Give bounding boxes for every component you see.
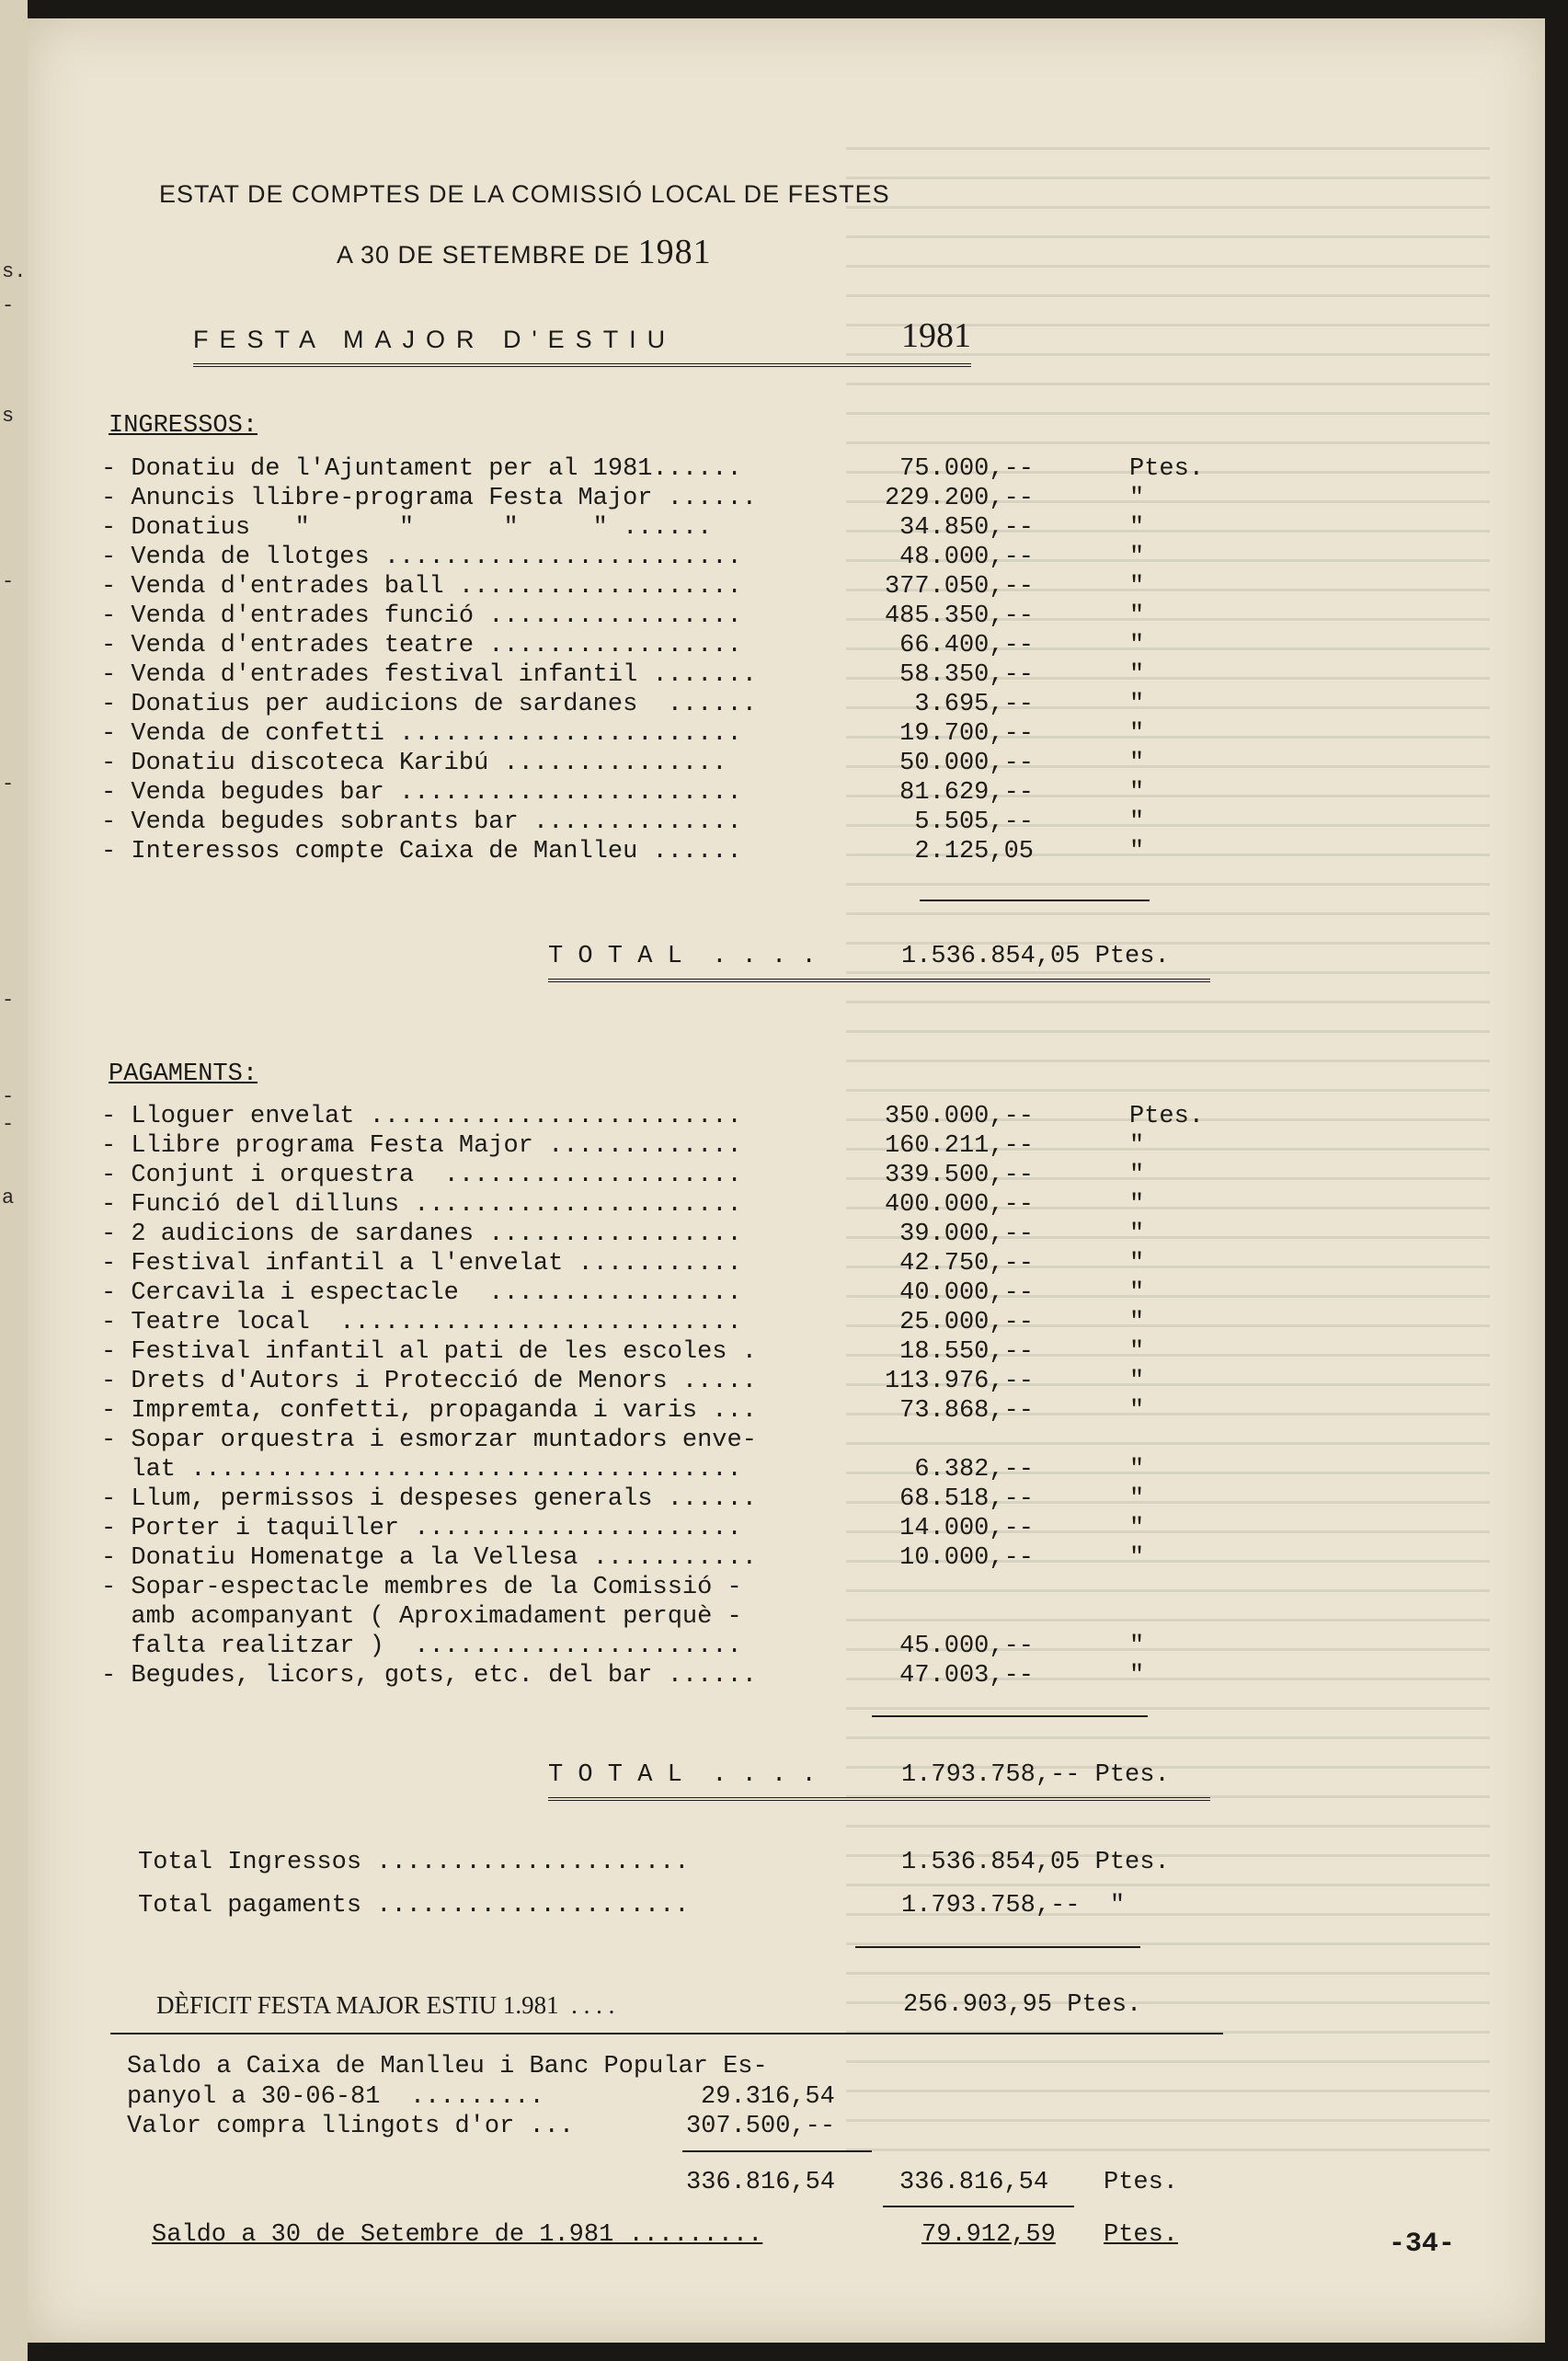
line-item-description: - Llibre programa Festa Major ............. xyxy=(101,1132,742,1160)
line-item xyxy=(101,1514,1251,1543)
line-item-amount: 3.695,-- xyxy=(914,691,1034,718)
line-item-unit: Ptes. xyxy=(1129,455,1205,483)
document-title: ESTAT DE COMPTES DE LA COMISSIÓ LOCAL DE FESTES xyxy=(159,180,890,208)
ingressos-total-label: T O T A L . . . . xyxy=(548,943,817,970)
line-item-description: - Drets d'Autors i Protecció de Menors ..... xyxy=(101,1368,757,1395)
line-item xyxy=(101,543,1251,572)
line-item-description: - Conjunt i orquestra .................... xyxy=(101,1162,742,1189)
line-item xyxy=(101,1308,1251,1337)
margin-mark: - xyxy=(2,1113,15,1136)
line-item-description: - Venda d'entrades funció ................. xyxy=(101,602,742,630)
line-item xyxy=(101,572,1251,602)
line-item xyxy=(101,631,1251,660)
line-item-description: - Donatiu Homenatge a la Vellesa ........... xyxy=(101,1544,757,1572)
line-item-description: - Llum, permissos i despeses generals ...... xyxy=(101,1485,757,1513)
line-item-description: - Donatiu discoteca Karibú ............... xyxy=(101,750,727,777)
line-item-unit: Ptes. xyxy=(1129,1103,1205,1130)
saldo-line2-label: panyol a 30-06-81 ......... xyxy=(127,2083,544,2111)
line-item-amount: 400.000,-- xyxy=(884,1191,1034,1219)
line-item-amount: 485.350,-- xyxy=(884,602,1034,630)
line-item-description: falta realitzar ) ...................... xyxy=(101,1633,742,1660)
line-item-description: - Porter i taquiller ...................... xyxy=(101,1515,742,1542)
saldo-line3-amount: 307.500,-- xyxy=(686,2113,836,2140)
festa-heading xyxy=(193,316,971,367)
line-item-description: - Donatius per audicions de sardanes ...... xyxy=(101,691,757,718)
line-item-amount: 42.750,-- xyxy=(899,1250,1034,1278)
line-item-amount: 75.000,-- xyxy=(899,455,1034,483)
saldo-sum-unit: Ptes. xyxy=(1104,2169,1179,2196)
deficit-label: DÈFICIT FESTA MAJOR ESTIU 1.981 . . . . xyxy=(156,1991,615,2019)
line-item-amount: 48.000,-- xyxy=(899,544,1034,571)
ingressos-label: INGRESSOS: xyxy=(109,412,258,440)
document-page xyxy=(28,18,1545,2343)
pagaments-total-label: T O T A L . . . . xyxy=(548,1761,817,1789)
line-item-description: - Venda d'entrades ball ................... xyxy=(101,573,742,601)
line-item-unit: " xyxy=(1129,1132,1145,1160)
line-item-unit: " xyxy=(1129,1456,1145,1484)
line-item-unit: " xyxy=(1129,1338,1145,1366)
line-item-description: - Venda de confetti ....................... xyxy=(101,720,742,748)
line-item-amount: 25.000,-- xyxy=(899,1309,1034,1336)
line-item xyxy=(101,690,1251,719)
line-item-description: - Cercavila i espectacle ................. xyxy=(101,1279,742,1307)
saldo-sum-rule xyxy=(682,2150,872,2152)
line-item xyxy=(101,778,1251,808)
line-item-unit: " xyxy=(1129,1191,1145,1219)
line-item-unit: " xyxy=(1129,1162,1145,1189)
line-item-unit: " xyxy=(1129,1279,1145,1307)
margin-mark: - xyxy=(2,570,15,593)
saldo-sum-left: 336.816,54 xyxy=(686,2169,836,2196)
line-item-unit: " xyxy=(1129,602,1145,630)
document-date xyxy=(337,232,712,272)
line-item xyxy=(101,1455,1251,1484)
line-item xyxy=(101,602,1251,631)
line-item xyxy=(101,1131,1251,1161)
line-item-amount: 14.000,-- xyxy=(899,1515,1034,1542)
line-item-amount: 45.000,-- xyxy=(899,1633,1034,1660)
line-item xyxy=(101,719,1251,749)
line-item-amount: 66.400,-- xyxy=(899,632,1034,659)
line-item-amount: 34.850,-- xyxy=(899,514,1034,542)
saldo-line1: Saldo a Caixa de Manlleu i Banc Popular Es- xyxy=(127,2053,768,2080)
pagaments-total-rule xyxy=(548,1797,1210,1801)
line-item-description: - Funció del dilluns ...................... xyxy=(101,1191,742,1219)
line-item-unit: " xyxy=(1129,808,1145,836)
line-item-amount: 113.976,-- xyxy=(884,1368,1034,1395)
line-item xyxy=(101,1396,1251,1426)
line-item-amount: 160.211,-- xyxy=(884,1132,1034,1160)
margin-mark: s xyxy=(2,405,15,428)
line-item-amount: 377.050,-- xyxy=(884,573,1034,601)
line-item xyxy=(101,484,1251,513)
line-item-unit: " xyxy=(1129,1662,1145,1690)
line-item-description: - Donatius " " " " ...... xyxy=(101,514,713,542)
line-item xyxy=(101,660,1251,690)
margin-mark: - xyxy=(2,294,15,317)
line-item-description: - Interessos compte Caixa de Manlleu ...... xyxy=(101,838,742,865)
saldo-final-rule xyxy=(883,2206,1074,2207)
date-prefix: A 30 DE SETEMBRE DE xyxy=(337,241,631,269)
line-item xyxy=(101,1337,1251,1367)
line-item-unit: " xyxy=(1129,1221,1145,1248)
line-item xyxy=(101,1161,1251,1190)
line-item-unit: " xyxy=(1129,573,1145,601)
saldo-final-amount: 79.912,59 xyxy=(921,2221,1056,2249)
line-item-description: - Venda begudes sobrants bar .............. xyxy=(101,808,742,836)
festa-title: FESTA MAJOR D'ESTIU xyxy=(193,326,677,353)
line-item xyxy=(101,1543,1251,1573)
line-item-amount: 350.000,-- xyxy=(884,1103,1034,1130)
line-item-description: - Festival infantil a l'envelat ........... xyxy=(101,1250,742,1278)
margin-mark: - xyxy=(2,773,15,796)
line-item-unit: " xyxy=(1129,544,1145,571)
margin-mark: - xyxy=(2,1085,15,1108)
line-item-description: - Begudes, licors, gots, etc. del bar ...... xyxy=(101,1662,757,1690)
line-item-amount: 68.518,-- xyxy=(899,1485,1034,1513)
saldo-sum-right: 336.816,54 xyxy=(899,2169,1049,2196)
line-item-amount: 2.125,05 xyxy=(914,838,1034,865)
line-item-unit: " xyxy=(1129,1633,1145,1660)
festa-year: 1981 xyxy=(901,316,971,355)
line-item-description: - Venda d'entrades festival infantil ....... xyxy=(101,661,757,689)
line-item xyxy=(101,1484,1251,1514)
line-item-description: - Teatre local ........................... xyxy=(101,1309,742,1336)
line-item-unit: " xyxy=(1129,838,1145,865)
line-item-description: - Venda de llotges ........................ xyxy=(101,544,742,571)
page-number: -34- xyxy=(1389,2229,1456,2260)
line-item xyxy=(101,1632,1251,1661)
line-item xyxy=(101,1220,1251,1249)
deficit-rule xyxy=(110,2033,1223,2034)
summary-rule xyxy=(855,1946,1140,1948)
line-item xyxy=(101,1602,1251,1632)
line-item-amount: 73.868,-- xyxy=(899,1397,1034,1425)
line-item-amount: 47.003,-- xyxy=(899,1662,1034,1690)
margin-mark: a xyxy=(2,1186,15,1209)
total-pagaments-amount: 1.793.758,-- " xyxy=(901,1892,1126,1920)
line-item xyxy=(101,1278,1251,1308)
deficit-amount: 256.903,95 Ptes. xyxy=(903,1991,1142,2019)
line-item-description: amb acompanyant ( Aproximadament perquè - xyxy=(101,1603,742,1631)
line-item xyxy=(101,454,1251,484)
line-item-amount: 339.500,-- xyxy=(884,1162,1034,1189)
total-pagaments-label: Total pagaments ..................... xyxy=(138,1892,690,1920)
line-item xyxy=(101,1102,1251,1131)
line-item-unit: " xyxy=(1129,632,1145,659)
line-item-unit: " xyxy=(1129,1544,1145,1572)
line-item-description: - Festival infantil al pati de les escoles . xyxy=(101,1338,757,1366)
line-item-description: - Sopar-espectacle membres de la Comissió - xyxy=(101,1574,742,1601)
line-item-description: - 2 audicions de sardanes ................. xyxy=(101,1221,742,1248)
line-item-description: - Impremta, confetti, propaganda i varis ... xyxy=(101,1397,757,1425)
line-item-amount: 229.200,-- xyxy=(884,485,1034,512)
line-item-unit: " xyxy=(1129,750,1145,777)
line-item-amount: 18.550,-- xyxy=(899,1338,1034,1366)
line-item-description: - Sopar orquestra i esmorzar muntadors enve- xyxy=(101,1427,757,1454)
line-item-unit: " xyxy=(1129,691,1145,718)
line-item-unit: " xyxy=(1129,779,1145,807)
line-item xyxy=(101,1426,1251,1455)
saldo-line2-amount: 29.316,54 xyxy=(701,2083,835,2111)
line-item xyxy=(101,1249,1251,1278)
line-item-description: - Anuncis llibre-programa Festa Major ...... xyxy=(101,485,757,512)
line-item xyxy=(101,1367,1251,1396)
line-item-unit: " xyxy=(1129,1397,1145,1425)
pagaments-label: PAGAMENTS: xyxy=(109,1060,258,1088)
ingressos-total-rule xyxy=(548,979,1210,982)
margin-mark: s. xyxy=(2,260,27,283)
line-item-unit: " xyxy=(1129,514,1145,542)
ingressos-total-amount: 1.536.854,05 Ptes. xyxy=(901,943,1170,970)
total-ingressos-label: Total Ingressos ..................... xyxy=(138,1849,690,1876)
line-item-amount: 5.505,-- xyxy=(914,808,1034,836)
line-item-amount: 10.000,-- xyxy=(899,1544,1034,1572)
line-item-description: - Lloguer envelat ......................... xyxy=(101,1103,742,1130)
line-item-unit: " xyxy=(1129,1515,1145,1542)
line-item-amount: 81.629,-- xyxy=(899,779,1034,807)
line-item xyxy=(101,513,1251,543)
line-item xyxy=(101,808,1251,837)
line-item-description: - Venda begudes bar ....................... xyxy=(101,779,742,807)
pagaments-list xyxy=(101,1102,1251,1691)
line-item xyxy=(101,749,1251,778)
date-year: 1981 xyxy=(637,233,712,271)
line-item-unit: " xyxy=(1129,720,1145,748)
pagaments-total-amount: 1.793.758,-- Ptes. xyxy=(901,1761,1170,1789)
line-item-amount: 6.382,-- xyxy=(914,1456,1034,1484)
line-item-amount: 39.000,-- xyxy=(899,1221,1034,1248)
line-item xyxy=(101,837,1251,866)
line-item-unit: " xyxy=(1129,661,1145,689)
line-item-unit: " xyxy=(1129,1368,1145,1395)
line-item-description: lat ..................................... xyxy=(101,1456,742,1484)
pagaments-subtotal-rule xyxy=(872,1715,1148,1717)
left-page-edge xyxy=(0,0,28,2361)
line-item-unit: " xyxy=(1129,1309,1145,1336)
line-item-description: - Venda d'entrades teatre ................. xyxy=(101,632,742,659)
line-item-amount: 19.700,-- xyxy=(899,720,1034,748)
total-ingressos-amount: 1.536.854,05 Ptes. xyxy=(901,1849,1170,1876)
line-item-amount: 40.000,-- xyxy=(899,1279,1034,1307)
line-item xyxy=(101,1573,1251,1602)
line-item-description: - Donatiu de l'Ajuntament per al 1981...... xyxy=(101,455,742,483)
line-item-amount: 50.000,-- xyxy=(899,750,1034,777)
margin-mark: - xyxy=(2,989,15,1012)
ingressos-subtotal-rule xyxy=(920,900,1150,901)
line-item-unit: " xyxy=(1129,1485,1145,1513)
line-item xyxy=(101,1661,1251,1691)
line-item-amount: 58.350,-- xyxy=(899,661,1034,689)
saldo-final-unit: Ptes. xyxy=(1104,2221,1179,2249)
line-item-unit: " xyxy=(1129,1250,1145,1278)
saldo-line3-label: Valor compra llingots d'or ... xyxy=(127,2113,575,2140)
ingressos-list xyxy=(101,454,1251,866)
saldo-final-label: Saldo a 30 de Setembre de 1.981 ......... xyxy=(152,2221,763,2249)
line-item-unit: " xyxy=(1129,485,1145,512)
line-item xyxy=(101,1190,1251,1220)
